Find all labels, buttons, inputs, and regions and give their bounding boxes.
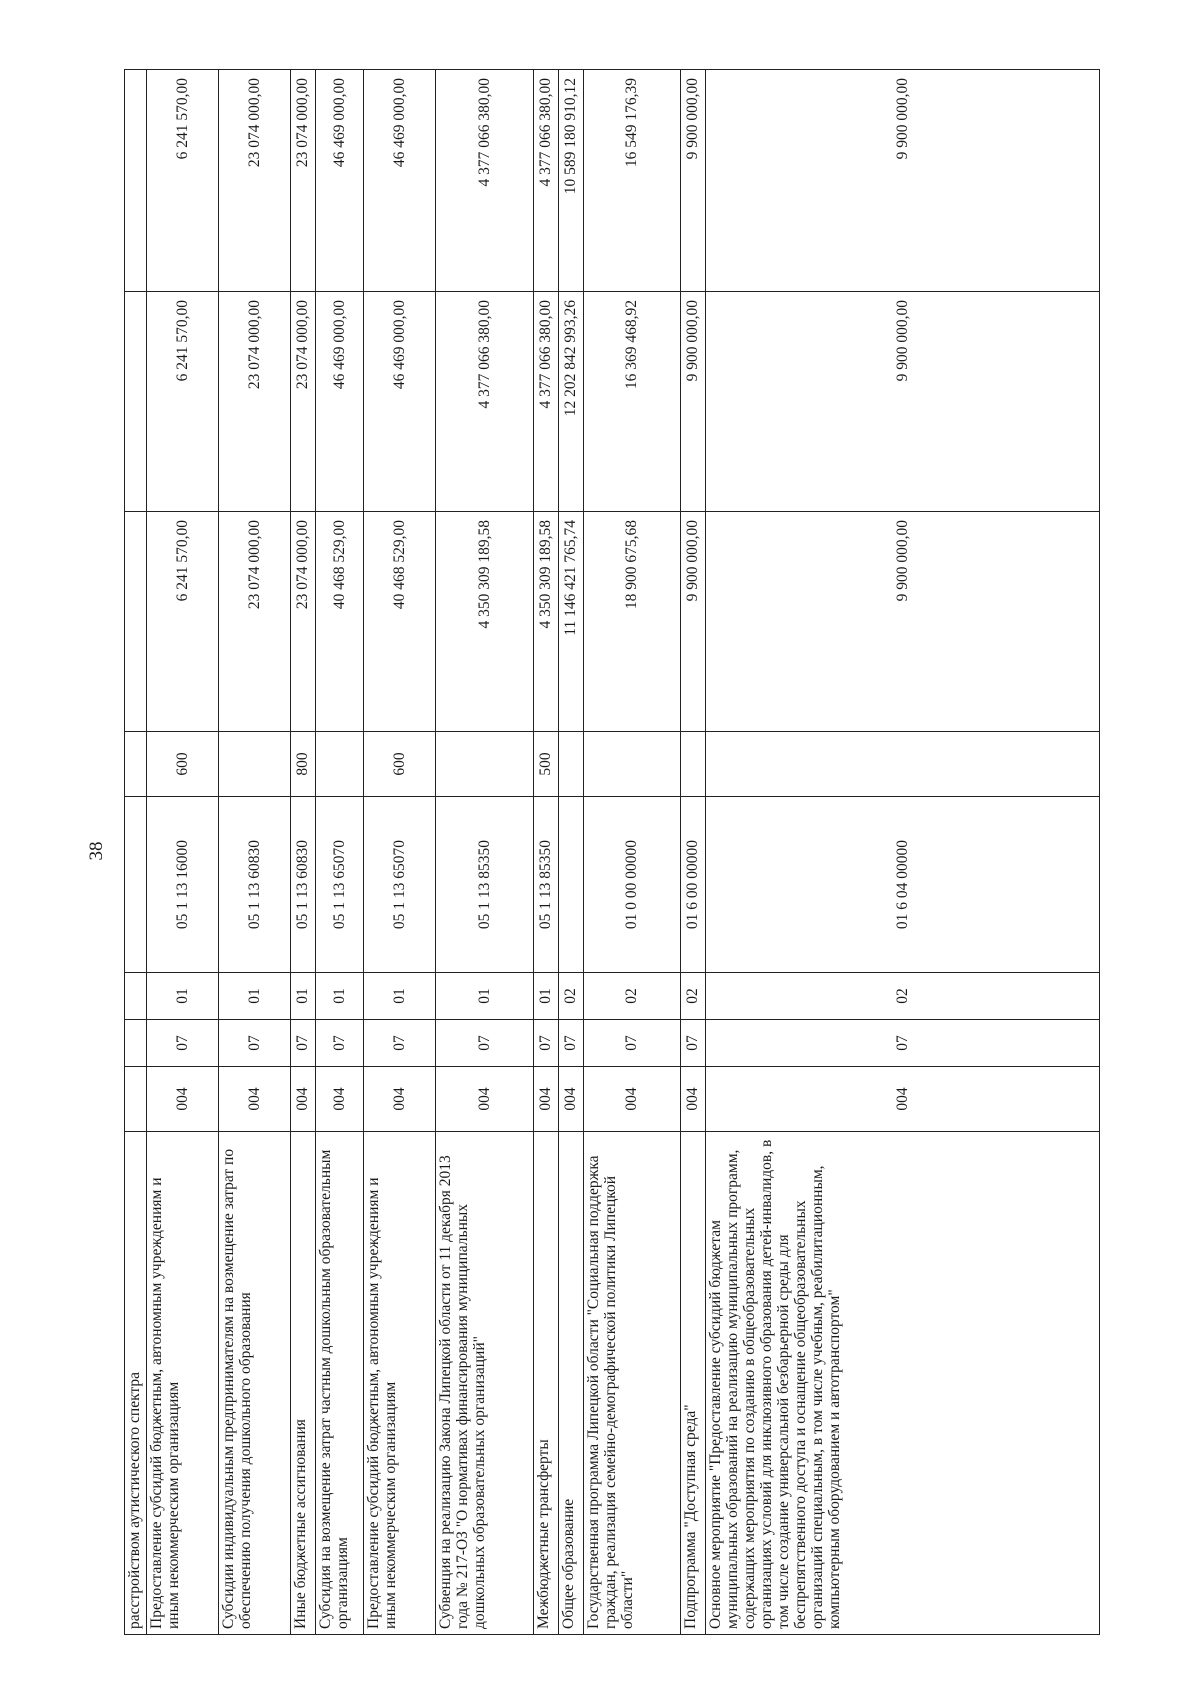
row-expense-type bbox=[559, 732, 584, 797]
row-amount-year2: 23 074 000,00 bbox=[291, 292, 316, 512]
row-expense-type: 600 bbox=[364, 732, 436, 797]
row-amount-year2: 9 900 000,00 bbox=[681, 292, 706, 512]
row-amount-year2: 4 377 066 380,00 bbox=[534, 292, 559, 512]
row-grbs: 004 bbox=[316, 1067, 364, 1132]
row-target-article: 05 1 13 60830 bbox=[291, 797, 316, 973]
row-amount-year1: 18 900 675,68 bbox=[584, 512, 681, 732]
row-target-article bbox=[125, 797, 147, 973]
table-row bbox=[559, 70, 584, 1635]
row-amount-year1: 6 241 570,00 bbox=[147, 512, 219, 732]
row-name: расстройством аутистического спектра bbox=[125, 1132, 147, 1635]
row-grbs: 004 bbox=[534, 1067, 559, 1132]
row-razdel: 07 bbox=[316, 1020, 364, 1067]
page-number: 38 bbox=[86, 841, 107, 861]
row-amount-year3: 6 241 570,00 bbox=[147, 70, 219, 292]
row-amount-year3: 4 377 066 380,00 bbox=[534, 70, 559, 292]
row-podrazdel: 02 bbox=[706, 973, 1100, 1020]
row-name: Межбюджетные трансферты bbox=[534, 1132, 559, 1635]
row-amount-year1: 40 468 529,00 bbox=[316, 512, 364, 732]
row-target-article: 01 6 00 00000 bbox=[681, 797, 706, 973]
table-row bbox=[436, 70, 534, 1635]
rotated-table-wrapper bbox=[124, 70, 1099, 1635]
row-razdel: 07 bbox=[147, 1020, 219, 1067]
row-name: Основное мероприятие "Предоставление субсидий бюджетам муниципальных образований на реализацию муниципальных программ, содержащих мероприятия по созданию в общеобразовательных организациях условий для инклюзивного образования детей-инвалидов, в том числе создание универсальной безбарьерной среды для беспрепятственного доступа и оснащение общеобразовательных организаций специальным, в том числе учебным, реабилитационным, компьютерным оборудованием и автотранспортом" bbox=[706, 1132, 1100, 1635]
row-grbs: 004 bbox=[291, 1067, 316, 1132]
row-razdel bbox=[125, 1020, 147, 1067]
row-grbs: 004 bbox=[681, 1067, 706, 1132]
row-amount-year1: 9 900 000,00 bbox=[706, 512, 1100, 732]
row-amount-year3: 23 074 000,00 bbox=[291, 70, 316, 292]
row-grbs: 004 bbox=[436, 1067, 534, 1132]
row-amount-year2: 6 241 570,00 bbox=[147, 292, 219, 512]
row-razdel: 07 bbox=[219, 1020, 291, 1067]
row-expense-type bbox=[316, 732, 364, 797]
row-podrazdel: 01 bbox=[364, 973, 436, 1020]
row-grbs: 004 bbox=[584, 1067, 681, 1132]
row-razdel: 07 bbox=[584, 1020, 681, 1067]
row-podrazdel: 02 bbox=[584, 973, 681, 1020]
row-expense-type bbox=[584, 732, 681, 797]
row-podrazdel: 01 bbox=[534, 973, 559, 1020]
row-target-article: 01 0 00 00000 bbox=[584, 797, 681, 973]
row-amount-year3: 4 377 066 380,00 bbox=[436, 70, 534, 292]
row-podrazdel: 02 bbox=[559, 973, 584, 1020]
row-podrazdel: 01 bbox=[436, 973, 534, 1020]
table-row bbox=[291, 70, 316, 1635]
row-razdel: 07 bbox=[291, 1020, 316, 1067]
row-expense-type bbox=[436, 732, 534, 797]
row-amount-year2 bbox=[125, 292, 147, 512]
table-row bbox=[584, 70, 681, 1635]
row-amount-year3: 10 589 180 910,12 bbox=[559, 70, 584, 292]
row-name: Субсидии индивидуальным предпринимателям на возмещение затрат по обеспечению получения дошкольного образования bbox=[219, 1132, 291, 1635]
row-podrazdel bbox=[125, 973, 147, 1020]
row-expense-type bbox=[706, 732, 1100, 797]
table-row bbox=[316, 70, 364, 1635]
row-target-article: 05 1 13 60830 bbox=[219, 797, 291, 973]
row-amount-year2: 4 377 066 380,00 bbox=[436, 292, 534, 512]
row-amount-year2: 9 900 000,00 bbox=[706, 292, 1100, 512]
row-grbs: 004 bbox=[147, 1067, 219, 1132]
row-amount-year1: 40 468 529,00 bbox=[364, 512, 436, 732]
row-amount-year2: 46 469 000,00 bbox=[316, 292, 364, 512]
row-target-article bbox=[559, 797, 584, 973]
row-amount-year1: 23 074 000,00 bbox=[291, 512, 316, 732]
row-expense-type: 800 bbox=[291, 732, 316, 797]
row-target-article: 05 1 13 16000 bbox=[147, 797, 219, 973]
row-name: Предоставление субсидий бюджетным, автономным учреждениям и иным некоммерческим организациям bbox=[147, 1132, 219, 1635]
row-name: Государственная программа Липецкой области "Социальная поддержка граждан, реализация семейно-демографической политики Липецкой области" bbox=[584, 1132, 681, 1635]
row-target-article: 01 6 04 00000 bbox=[706, 797, 1100, 973]
row-grbs: 004 bbox=[706, 1067, 1100, 1132]
row-podrazdel: 01 bbox=[219, 973, 291, 1020]
table-row bbox=[706, 70, 1100, 1635]
row-target-article: 05 1 13 85350 bbox=[534, 797, 559, 973]
row-amount-year3: 16 549 176,39 bbox=[584, 70, 681, 292]
row-name: Субсидия на возмещение затрат частным дошкольным образовательным организациям bbox=[316, 1132, 364, 1635]
row-amount-year3: 23 074 000,00 bbox=[219, 70, 291, 292]
row-amount-year3: 46 469 000,00 bbox=[316, 70, 364, 292]
table-row bbox=[364, 70, 436, 1635]
row-expense-type bbox=[219, 732, 291, 797]
row-grbs: 004 bbox=[559, 1067, 584, 1132]
table-row bbox=[147, 70, 219, 1635]
table-row bbox=[125, 70, 147, 1635]
row-name: Субвенция на реализацию Закона Липецкой области от 11 декабря 2013 года № 217-ОЗ "О нормативах финансирования муниципальных дошкольных образовательных организаций" bbox=[436, 1132, 534, 1635]
row-target-article: 05 1 13 65070 bbox=[364, 797, 436, 973]
table-row bbox=[219, 70, 291, 1635]
row-grbs bbox=[125, 1067, 147, 1132]
table-row bbox=[534, 70, 559, 1635]
row-amount-year1: 11 146 421 765,74 bbox=[559, 512, 584, 732]
row-name: Иные бюджетные ассигнования bbox=[291, 1132, 316, 1635]
row-amount-year3: 46 469 000,00 bbox=[364, 70, 436, 292]
row-name: Общее образование bbox=[559, 1132, 584, 1635]
row-amount-year2: 23 074 000,00 bbox=[219, 292, 291, 512]
row-expense-type bbox=[681, 732, 706, 797]
row-amount-year3: 9 900 000,00 bbox=[681, 70, 706, 292]
row-podrazdel: 01 bbox=[316, 973, 364, 1020]
row-amount-year2: 12 202 842 993,26 bbox=[559, 292, 584, 512]
row-amount-year2: 16 369 468,92 bbox=[584, 292, 681, 512]
table-row bbox=[681, 70, 706, 1635]
row-target-article: 05 1 13 65070 bbox=[316, 797, 364, 973]
row-razdel: 07 bbox=[681, 1020, 706, 1067]
row-podrazdel: 01 bbox=[147, 973, 219, 1020]
row-expense-type bbox=[125, 732, 147, 797]
row-amount-year1: 23 074 000,00 bbox=[219, 512, 291, 732]
table-body bbox=[125, 70, 1100, 1635]
row-expense-type: 500 bbox=[534, 732, 559, 797]
row-expense-type: 600 bbox=[147, 732, 219, 797]
row-amount-year3 bbox=[125, 70, 147, 292]
row-grbs: 004 bbox=[364, 1067, 436, 1132]
row-razdel: 07 bbox=[436, 1020, 534, 1067]
row-amount-year1: 4 350 309 189,58 bbox=[534, 512, 559, 732]
row-amount-year1: 4 350 309 189,58 bbox=[436, 512, 534, 732]
row-podrazdel: 02 bbox=[681, 973, 706, 1020]
row-amount-year3: 9 900 000,00 bbox=[706, 70, 1100, 292]
row-razdel: 07 bbox=[364, 1020, 436, 1067]
row-name: Предоставление субсидий бюджетным, автономным учреждениям и иным некоммерческим организациям bbox=[364, 1132, 436, 1635]
row-razdel: 07 bbox=[706, 1020, 1100, 1067]
row-amount-year1 bbox=[125, 512, 147, 732]
row-razdel: 07 bbox=[534, 1020, 559, 1067]
row-grbs: 004 bbox=[219, 1067, 291, 1132]
row-razdel: 07 bbox=[559, 1020, 584, 1067]
row-name: Подпрограмма "Доступная среда" bbox=[681, 1132, 706, 1635]
row-amount-year2: 46 469 000,00 bbox=[364, 292, 436, 512]
row-amount-year1: 9 900 000,00 bbox=[681, 512, 706, 732]
row-target-article: 05 1 13 85350 bbox=[436, 797, 534, 973]
row-podrazdel: 01 bbox=[291, 973, 316, 1020]
budget-table bbox=[124, 69, 1100, 1635]
